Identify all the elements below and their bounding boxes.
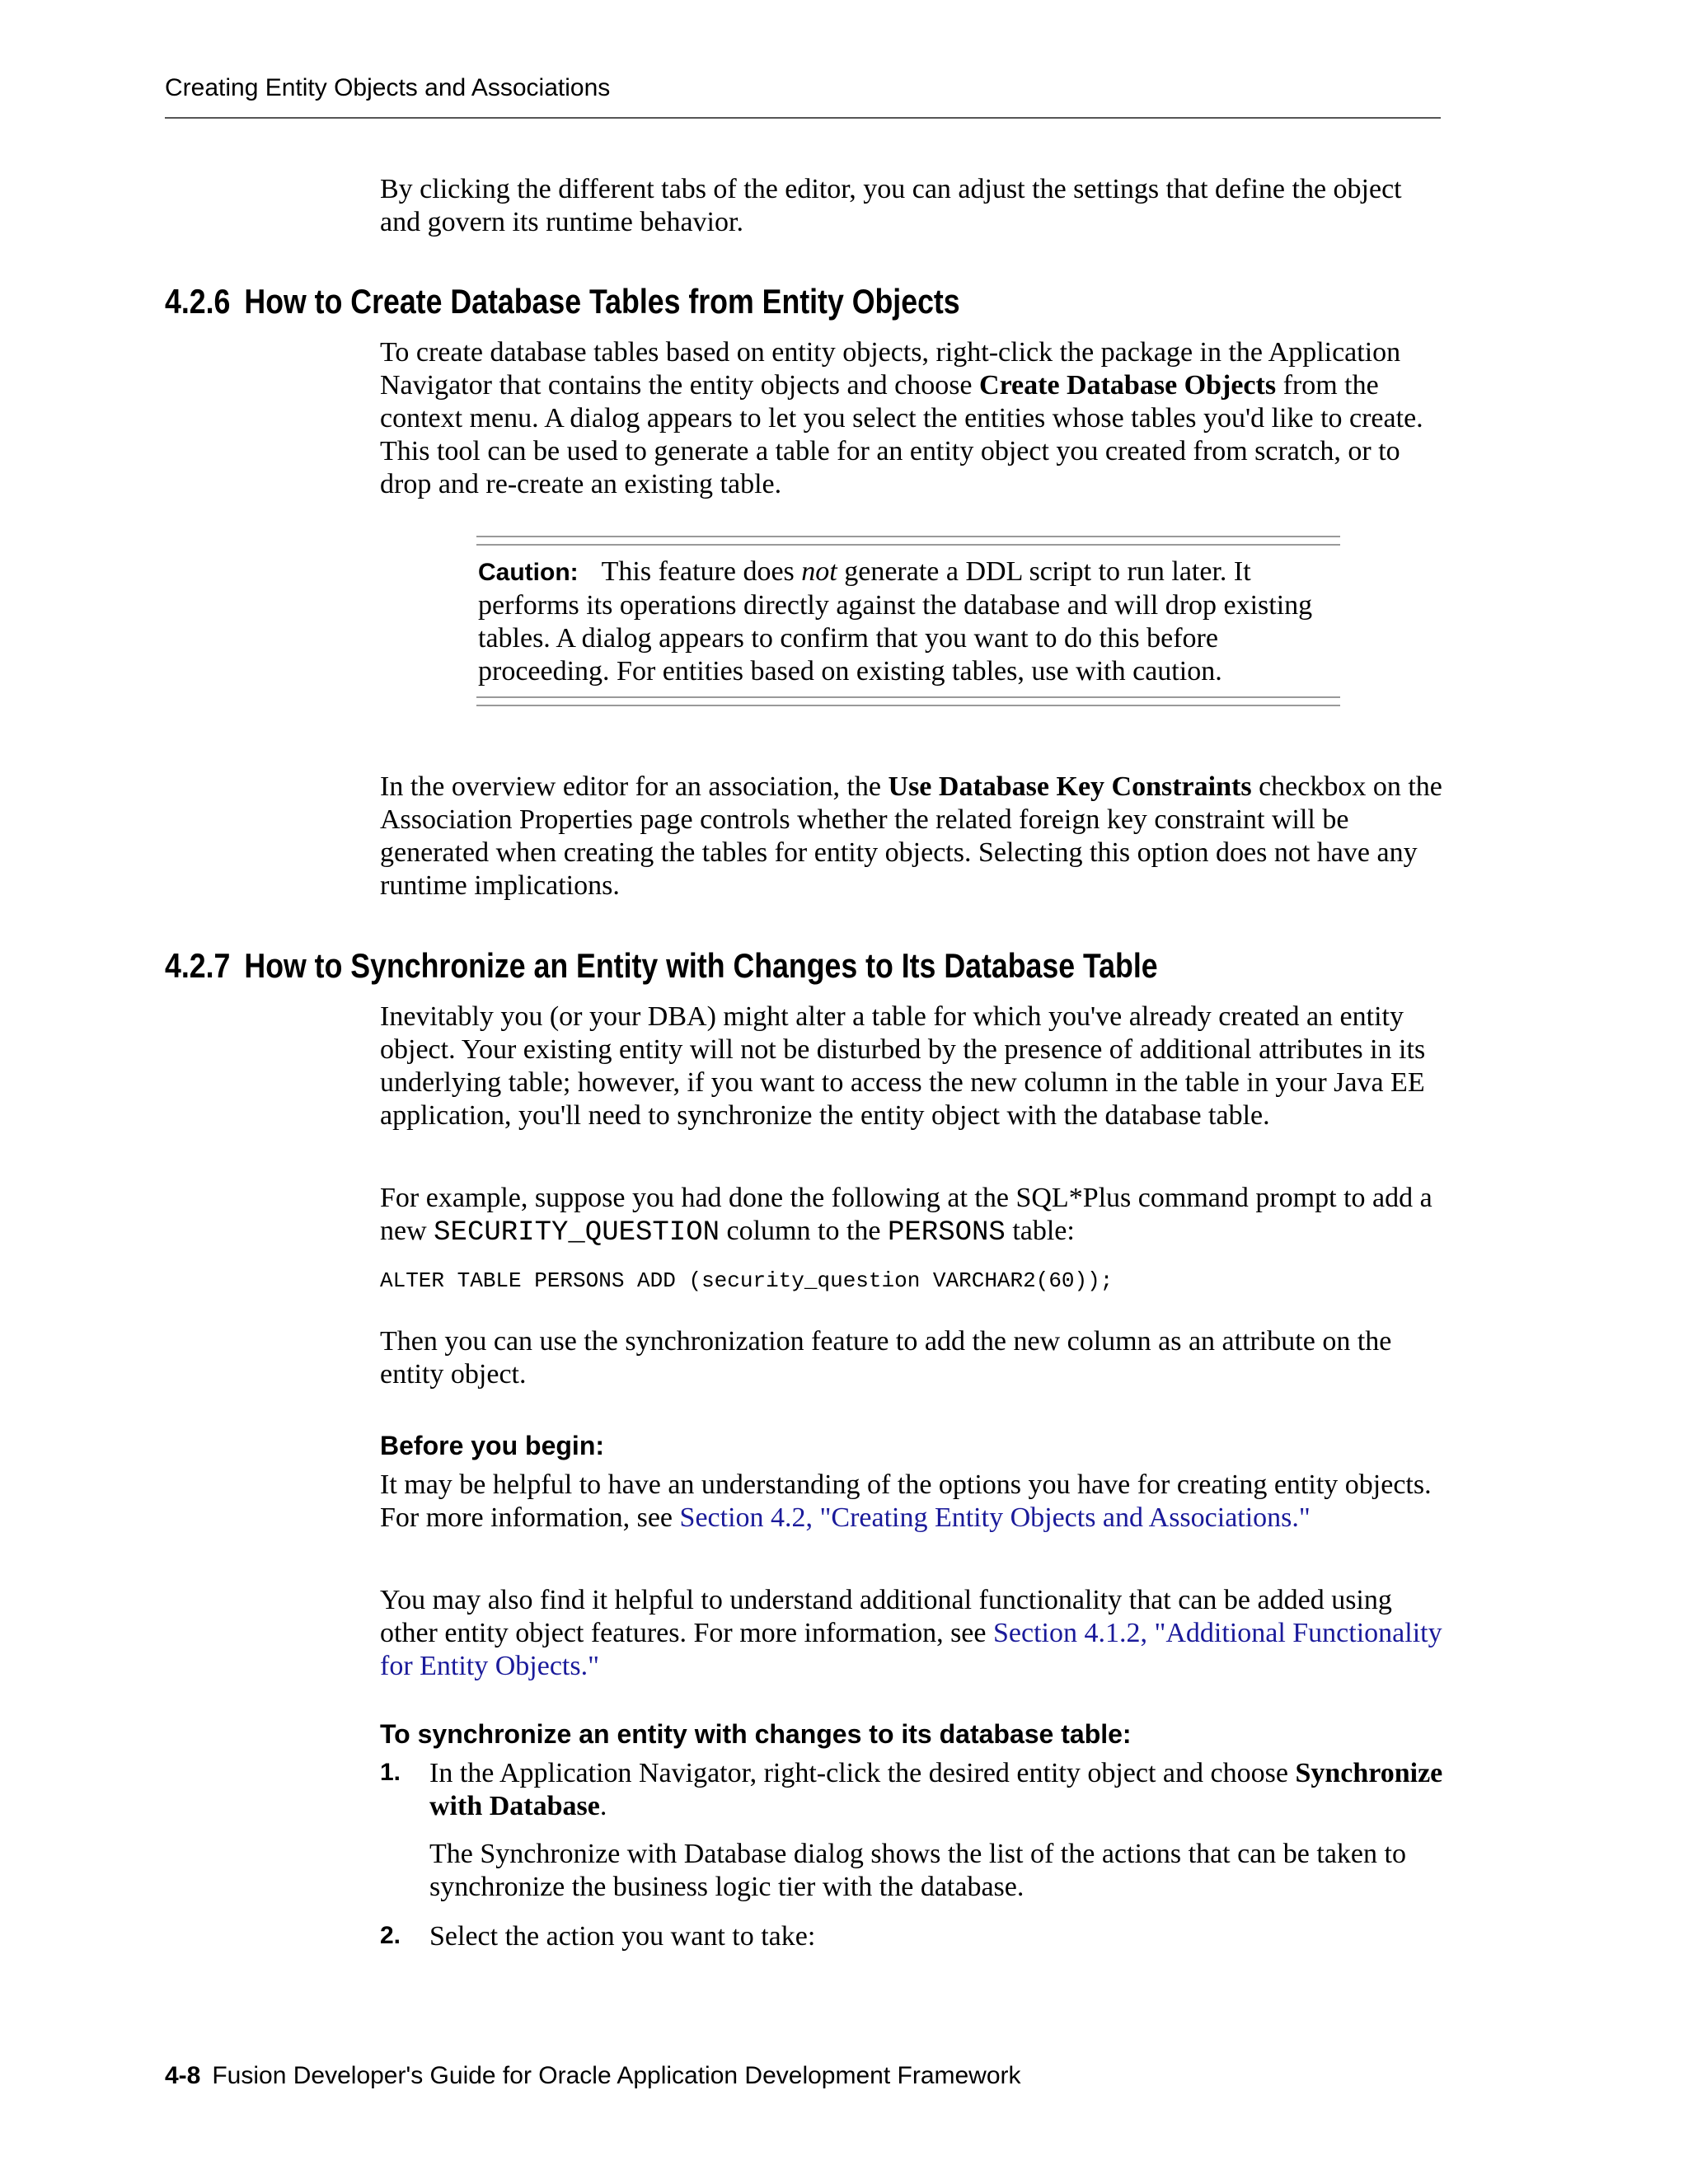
section-number: 4.2.6	[165, 282, 231, 321]
section-4-2-6-paragraph-1	[380, 336, 1443, 501]
section-4-2-7-p2-block	[380, 1182, 1443, 1249]
section-4-2-6-p2-block	[380, 771, 1443, 902]
text-run: You may also find it helpful to understand additional functionality that can be added using other entity object features. For more information, see	[380, 1585, 1392, 1648]
procedure-title-block	[380, 1719, 1443, 1750]
text-run: generate a DDL script to run later. It performs its operations directly against the database and will drop existing tables. A dialog appears to confirm that you want to do this before proceeding. For entities based on existing tables, use with caution.	[478, 556, 1313, 687]
before-you-begin-title: Before you begin:	[380, 1431, 605, 1460]
section-4-2-7-p3-block	[380, 1325, 1443, 1391]
section-heading-4-2-7	[165, 946, 1158, 986]
emphasis-not: not	[801, 556, 837, 587]
before-you-begin-paragraph-2	[380, 1584, 1443, 1683]
link-section-4-1-2[interactable]: Section 4.1.2, "Additional Functionality for Entity Objects."	[380, 1618, 1442, 1681]
text-run: table:	[1005, 1216, 1075, 1246]
before-p2-block	[380, 1584, 1443, 1683]
section-4-2-7-paragraph-1: Inevitably you (or your DBA) might alter a table for which you've already created an entity object. Your existing entity will not be disturbed by the presence of additional attributes in its underlying table; however, if you want to access the new column in the table in your Java EE application, you'll need to synchronize the entity object with the database table.	[380, 1001, 1426, 1131]
text-run: In the overview editor for an association, the	[380, 771, 889, 802]
text-run: checkbox on the Association Properties page controls whether the related foreign key constraint will be generated when creating the tables for entity objects. Selecting this option does not have any runtime implications.	[380, 771, 1442, 901]
caution-body	[476, 546, 1340, 696]
text-run: For example, suppose you had done the following at the SQL*Plus command prompt to add a new	[380, 1183, 1432, 1246]
book-title: Fusion Developer's Guide for Oracle Application Development Framework	[212, 2062, 1021, 2089]
section-title: How to Synchronize an Entity with Changes to Its Database Table	[244, 946, 1158, 985]
intro-block	[380, 173, 1443, 239]
step-1-detail: The Synchronize with Database dialog shows the list of the actions that can be taken to synchronize the business logic tier with the database.	[429, 1839, 1406, 1902]
step-1	[380, 1757, 1443, 1904]
step-number: 2.	[380, 1922, 401, 1949]
section-4-2-7-paragraph-3: Then you can use the synchronization feature to add the new column as an attribute on the entity object.	[380, 1326, 1392, 1390]
code-example: ALTER TABLE PERSONS ADD (security_question VARCHAR2(60));	[380, 1268, 1114, 1293]
note-bottom-rule	[476, 696, 1340, 706]
text-run: column to the	[720, 1216, 888, 1246]
intro-paragraph: By clicking the different tabs of the editor, you can adjust the settings that define the object and govern its runtime behavior.	[380, 174, 1402, 237]
before-you-begin-block	[380, 1431, 1443, 1461]
before-you-begin-paragraph-1	[380, 1469, 1443, 1535]
text-run: To create database tables based on entity objects, right-click the package in the Application Navigator that contains the entity objects and choose	[380, 337, 1401, 401]
caution-label: Caution:	[478, 559, 579, 586]
menu-command-synchronize-with-database: Synchronize with Database	[429, 1758, 1443, 1821]
procedure-title: To synchronize an entity with changes to its database table:	[380, 1719, 1132, 1749]
note-top-rule	[476, 536, 1340, 546]
section-heading-4-2-6	[165, 282, 960, 321]
running-header-title: Creating Entity Objects and Associations	[165, 74, 611, 101]
code-persons: PERSONS	[887, 1217, 1006, 1249]
page-footer	[165, 2062, 1021, 2090]
menu-command-create-database-objects: Create Database Objects	[979, 370, 1277, 401]
section-4-2-6-paragraph-2	[380, 771, 1443, 902]
section-4-2-7-p1-block	[380, 1001, 1443, 1132]
step-2-text: Select the action you want to take:	[429, 1921, 816, 1952]
step-2	[380, 1920, 1443, 1953]
step-number: 1.	[380, 1759, 401, 1786]
text-run: .	[599, 1791, 607, 1821]
link-section-4-2[interactable]: Section 4.2, "Creating Entity Objects and Associations."	[679, 1502, 1311, 1533]
before-p1-block	[380, 1469, 1443, 1535]
checkbox-name-use-database-key-constraints: Use Database Key Constraints	[888, 771, 1252, 802]
text-run: It may be helpful to have an understanding of the options you have for creating entity objects. For more information, see	[380, 1469, 1432, 1533]
section-title: How to Create Database Tables from Entity Objects	[244, 282, 960, 321]
section-number: 4.2.7	[165, 946, 231, 985]
section-4-2-7-paragraph-2	[380, 1182, 1443, 1249]
page-number: 4-8	[165, 2062, 201, 2089]
step-1-text	[429, 1757, 1443, 1823]
text-run: In the Application Navigator, right-click the desired entity object and choose	[429, 1758, 1296, 1788]
section-4-2-6-p1-block	[380, 336, 1443, 501]
code-security-question: SECURITY_QUESTION	[434, 1217, 720, 1249]
caution-note	[476, 536, 1340, 706]
text-run: from the context menu. A dialog appears to let you select the entities whose tables you'd like to create. This tool can be used to generate a table for an entity object you created from scratch, or to drop and re-create an existing table.	[380, 370, 1423, 499]
text-run: This feature does	[601, 556, 802, 587]
code-example-block	[380, 1268, 1443, 1294]
running-header	[165, 74, 1441, 119]
